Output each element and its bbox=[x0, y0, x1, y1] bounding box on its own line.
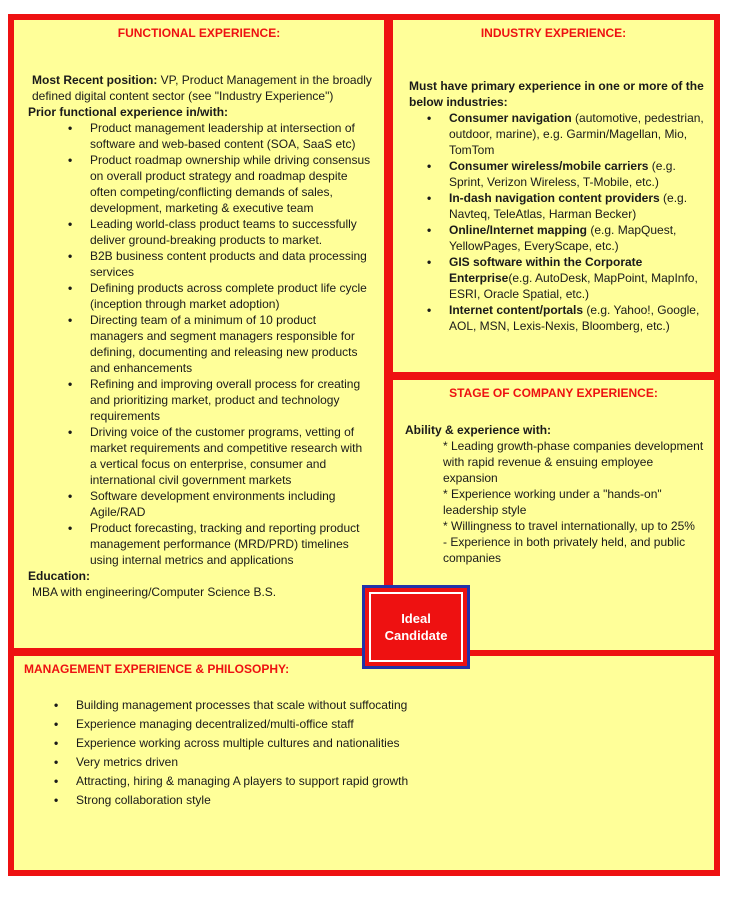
functional-experience-panel bbox=[8, 14, 390, 654]
recent-position-label: Most Recent position: bbox=[32, 73, 158, 87]
ideal-candidate-frame bbox=[365, 588, 467, 666]
industry-list-item bbox=[449, 190, 704, 222]
education-label: Education: bbox=[28, 569, 90, 583]
management-list-item: • Strong collaboration style bbox=[76, 791, 702, 810]
industry-item-examples: (e.g. Navteq, TeleAtlas, Harman Becker) bbox=[449, 191, 688, 221]
industry-list-item bbox=[449, 158, 704, 190]
stage-title: STAGE OF COMPANY EXPERIENCE: bbox=[449, 386, 658, 400]
management-list-item: • Attracting, hiring & managing A players to support rapid growth bbox=[76, 772, 702, 791]
management-list-item: • Experience managing decentralized/multi-office staff bbox=[76, 715, 702, 734]
management-list bbox=[76, 696, 702, 810]
industry-experience-panel bbox=[387, 14, 720, 378]
industry-item-name: Consumer wireless/mobile carriers bbox=[449, 159, 649, 173]
recent-position bbox=[32, 72, 372, 104]
industry-item-name: In-dash navigation content providers bbox=[449, 191, 660, 205]
industry-list-item bbox=[449, 222, 704, 254]
ideal-candidate-badge bbox=[362, 585, 470, 669]
industry-item-examples: (e.g. Sprint, Verizon Wireless, T-Mobile, etc.) bbox=[449, 159, 676, 189]
industry-item-name: Online/Internet mapping bbox=[449, 223, 588, 237]
industry-list bbox=[449, 110, 704, 334]
management-list-item: • Experience working across multiple cultures and nationalities bbox=[76, 734, 702, 753]
industry-item-examples: (e.g. Yahoo!, Google, AOL, MSN, Lexis-Nexis, Bloomberg, etc.) bbox=[449, 303, 700, 333]
functional-list bbox=[90, 120, 372, 568]
functional-title: FUNCTIONAL EXPERIENCE: bbox=[117, 26, 281, 40]
stage-line: - Experience in both privately held, and public companies bbox=[443, 535, 686, 565]
industry-item-examples: (e.g. MapQuest, YellowPages, EveryScape, etc.) bbox=[449, 223, 677, 253]
functional-list-item: • Product forecasting, tracking and reporting product management performance (MRD/PRD) timelines using internal metrics and applications bbox=[90, 520, 372, 568]
stage-intro: Ability & experience with: bbox=[405, 423, 552, 437]
prior-experience-label: Prior functional experience in/with: bbox=[28, 105, 229, 119]
industry-list-item bbox=[449, 302, 704, 334]
functional-list-item: • Product roadmap ownership while driving consensus on overall product strategy and roadmap despite often competing/conflicting demands of sales, development, marketing & executive team bbox=[90, 152, 372, 216]
functional-list-item: • Leading world-class product teams to successfully deliver ground-breaking products to market. bbox=[90, 216, 372, 248]
functional-list-item: • Software development environments including Agile/RAD bbox=[90, 488, 372, 520]
functional-list-item: • Refining and improving overall process for creating and prioritizing market, product and technology requirements bbox=[90, 376, 372, 424]
stage-lines bbox=[405, 438, 704, 566]
stage-line: * Leading growth-phase companies development with rapid revenue & ensuing employee expansion bbox=[443, 439, 704, 485]
industry-item-name: GIS software within the Corporate Enterprise bbox=[449, 255, 643, 285]
functional-content bbox=[28, 72, 372, 600]
ideal-line2: Candidate bbox=[384, 628, 448, 643]
functional-list-item: • B2B business content products and data processing services bbox=[90, 248, 372, 280]
management-content bbox=[76, 696, 702, 810]
industry-item-examples: (automotive, pedestrian, outdoor, marine), e.g. Garmin/Magellan, Mio, TomTom bbox=[449, 111, 704, 157]
recent-position-text: VP, Product Management in the broadly defined digital content sector (see "Industry Experience") bbox=[32, 73, 372, 103]
industry-item-examples: (e.g. AutoDesk, MapPoint, MapInfo, ESRI, Oracle Spatial, etc.) bbox=[449, 271, 698, 301]
functional-list-item: • Product management leadership at intersection of software and web-based content (SOA, SaaS etc) bbox=[90, 120, 372, 152]
management-list-item: • Very metrics driven bbox=[76, 753, 702, 772]
industry-list-item bbox=[449, 254, 704, 302]
functional-list-item: • Defining products across complete product life cycle (inception through market adoption) bbox=[90, 280, 372, 312]
industry-item-name: Consumer navigation bbox=[449, 111, 572, 125]
industry-list-item bbox=[449, 110, 704, 158]
industry-content bbox=[405, 78, 704, 334]
industry-item-name: Internet content/portals bbox=[449, 303, 584, 317]
stage-line: * Experience working under a "hands-on" leadership style bbox=[443, 487, 662, 517]
functional-list-item: • Directing team of a minimum of 10 product managers and segment managers responsible for defining, documenting and releasing new products and enhancements bbox=[90, 312, 372, 376]
management-list-item: • Building management processes that scale without suffocating bbox=[76, 696, 702, 715]
ideal-line1: Ideal bbox=[401, 611, 431, 626]
stage-content bbox=[405, 422, 704, 566]
stage-line: * Willingness to travel internationally, up to 25% bbox=[443, 519, 695, 533]
industry-title: INDUSTRY EXPERIENCE: bbox=[480, 26, 627, 40]
education-text: MBA with engineering/Computer Science B.S. bbox=[32, 585, 277, 599]
functional-list-item: • Driving voice of the customer programs, vetting of market requirements and competitive research with a vertical focus on enterprise, consumer and international civil government markets bbox=[90, 424, 372, 488]
management-title: MANAGEMENT EXPERIENCE & PHILOSOPHY: bbox=[24, 662, 290, 676]
management-experience-panel bbox=[8, 650, 720, 876]
industry-intro: Must have primary experience in one or more of the below industries: bbox=[409, 79, 704, 109]
